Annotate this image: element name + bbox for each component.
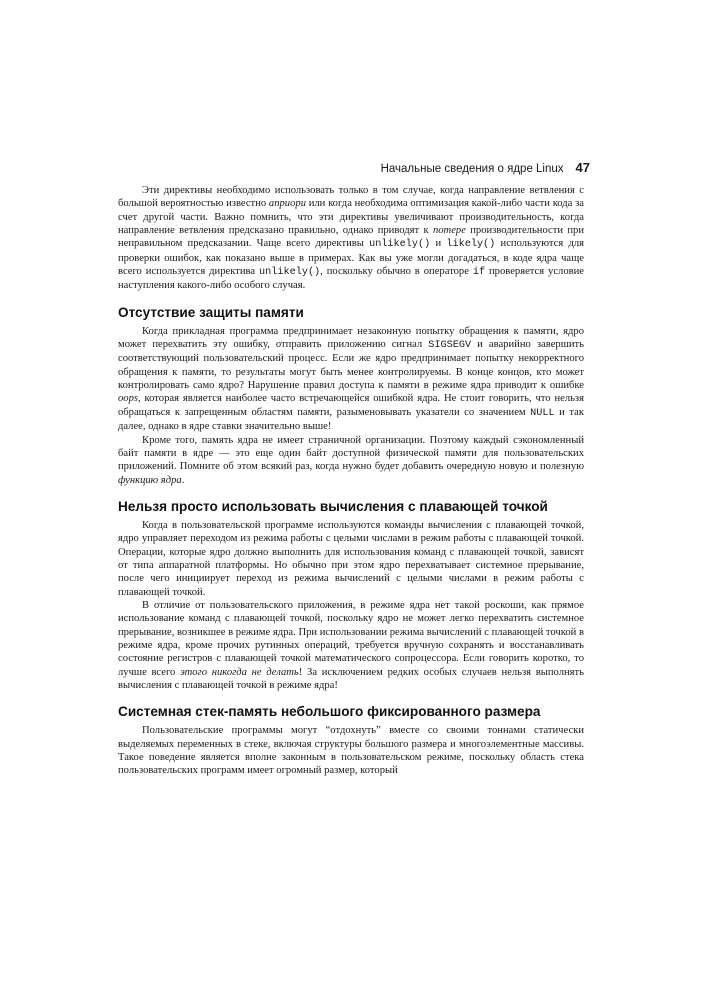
chapter-title: Начальные сведения о ядре Linux — [380, 163, 564, 175]
paragraph — [118, 184, 584, 293]
emphasis-text: априори — [268, 198, 306, 210]
text-run: Когда прикладная программа предпринимает незаконную попытку обращения к памяти, ядро может перехватить эту ошибку, отправить приложению сигнал — [118, 325, 584, 351]
text-run: Кроме того, память ядра не имеет страничной организации. Поэтому каждый сэкономленный байт памяти в ядре — это еще один байт доступной физической памяти для пользовательских приложений. Помните об этом всякий раз, когда нужно будет добавить очередную новую и полезную — [118, 434, 584, 473]
section — [118, 499, 584, 692]
code-identifier: if — [472, 267, 486, 279]
emphasis-text: функцию ядра — [118, 474, 182, 486]
code-identifier: likely() — [446, 239, 496, 251]
emphasis-text: потере — [432, 225, 466, 237]
section — [118, 184, 584, 293]
paragraph — [118, 519, 584, 599]
code-identifier: unlikely() — [369, 239, 431, 251]
text-run: Эти директивы необходимо использовать только в том случае, когда направление ветвления с большой вероятностью известно — [118, 185, 584, 210]
code-identifier: NULL — [530, 407, 555, 419]
text-run: ! За исключением редких особых случаев нельзя выполнять вычисления с плавающей точкой в режиме ядра! — [118, 666, 584, 691]
text-run: используются для проверки ошибок, как показано выше в примерах. Как вы уже могли догадаться, в коде ядра чаще всего используется директива — [118, 238, 584, 278]
section — [118, 704, 584, 777]
section-heading: Отсутствие защиты памяти — [118, 304, 304, 320]
page-number: 47 — [575, 160, 590, 175]
text-run: В отличие от пользовательского приложения, в режиме ядра нет такой роскоши, как прямое использование команд с плавающей точкой, поскольку ядро не может легко перехватить системное прерывание, возникшее в режиме ядра. При использовании режима вычислений с плавающей точкой в режиме ядра, кроме прочих рутинных операций, требуется вручную сохранять и восстанавливать состояние регистров с плавающей точкой математического сопроцессора. Если говорить коротко, то лучше всего — [118, 599, 584, 678]
text-run: Когда в пользовательской программе используются команды вычисления с плавающей точкой, ядро управляет переходом из режима работы с целыми числами в режим работы с плавающей точкой. Операции, которые ядро должно выполнить для использования команд с плавающей точкой, зависят от типа аппаратной платформы. Но обычно при этом ядро перехватывает системное прерывание, после чего инициирует переход из режима вычислений с целыми числами в режим работы с плавающей точкой. — [118, 519, 584, 598]
text-run: производительности при неправильном предсказании. Чаще всего директивы — [118, 225, 584, 250]
running-header — [118, 160, 590, 175]
section — [118, 305, 584, 487]
code-identifier: SIGSEGV — [428, 340, 472, 352]
paragraph — [118, 434, 584, 487]
paragraph — [118, 724, 584, 777]
text-run: или когда необходима оптимизация какой-либо части кода за счет другой части. Важно помнить, что эти директивы увеличивают производительность, когда направление ветвления предсказано правильно, однако приводят к — [118, 198, 585, 237]
section-heading: Системная стек-память небольшого фиксированного размера — [118, 704, 541, 720]
text-run: и — [430, 238, 447, 250]
text-run: , которая является наиболее часто встречающейся ошибкой ядра. Не стоит говорить, что нельзя обращаться к запрещенным областям памяти, разыменовывать указатели со значением — [118, 393, 584, 418]
text-run: и так далее, однако в ядре ставки значительно выше! — [118, 406, 584, 433]
paragraph — [118, 599, 584, 692]
paragraph — [118, 325, 584, 434]
text-run: проверяется условие наступления какого-либо особого случая. — [118, 266, 584, 292]
emphasis-text: этого никогда не делать — [180, 666, 299, 678]
text-run: и аварийно завершить соответствующий пользовательский процесс. Если же ядро предпринимает попытку некорректного обращения к памяти, то результаты могут быть менее контролируемы. В конце концов, кто может контролировать само ядро? Нарушение правил доступа к памяти в режиме ядра приводит к ошибке — [118, 339, 584, 392]
text-run: Пользовательские программы могут “отдохнуть” вместе со своими тоннами статически выделяемых переменных в стеке, включая структуры большого размера и многоэлементные массивы. Такое поведение является вполне законным в пользовательском режиме, поскольку область стека пользовательских программ имеет огромный размер, который — [118, 725, 584, 777]
text-run: . — [181, 474, 185, 486]
page-body — [118, 184, 584, 778]
section-heading: Нельзя просто использовать вычисления с плавающей точкой — [118, 498, 548, 514]
code-identifier: unlikely() — [259, 267, 321, 279]
text-run: , поскольку обычно в операторе — [320, 266, 473, 278]
emphasis-text: oops — [118, 393, 139, 405]
